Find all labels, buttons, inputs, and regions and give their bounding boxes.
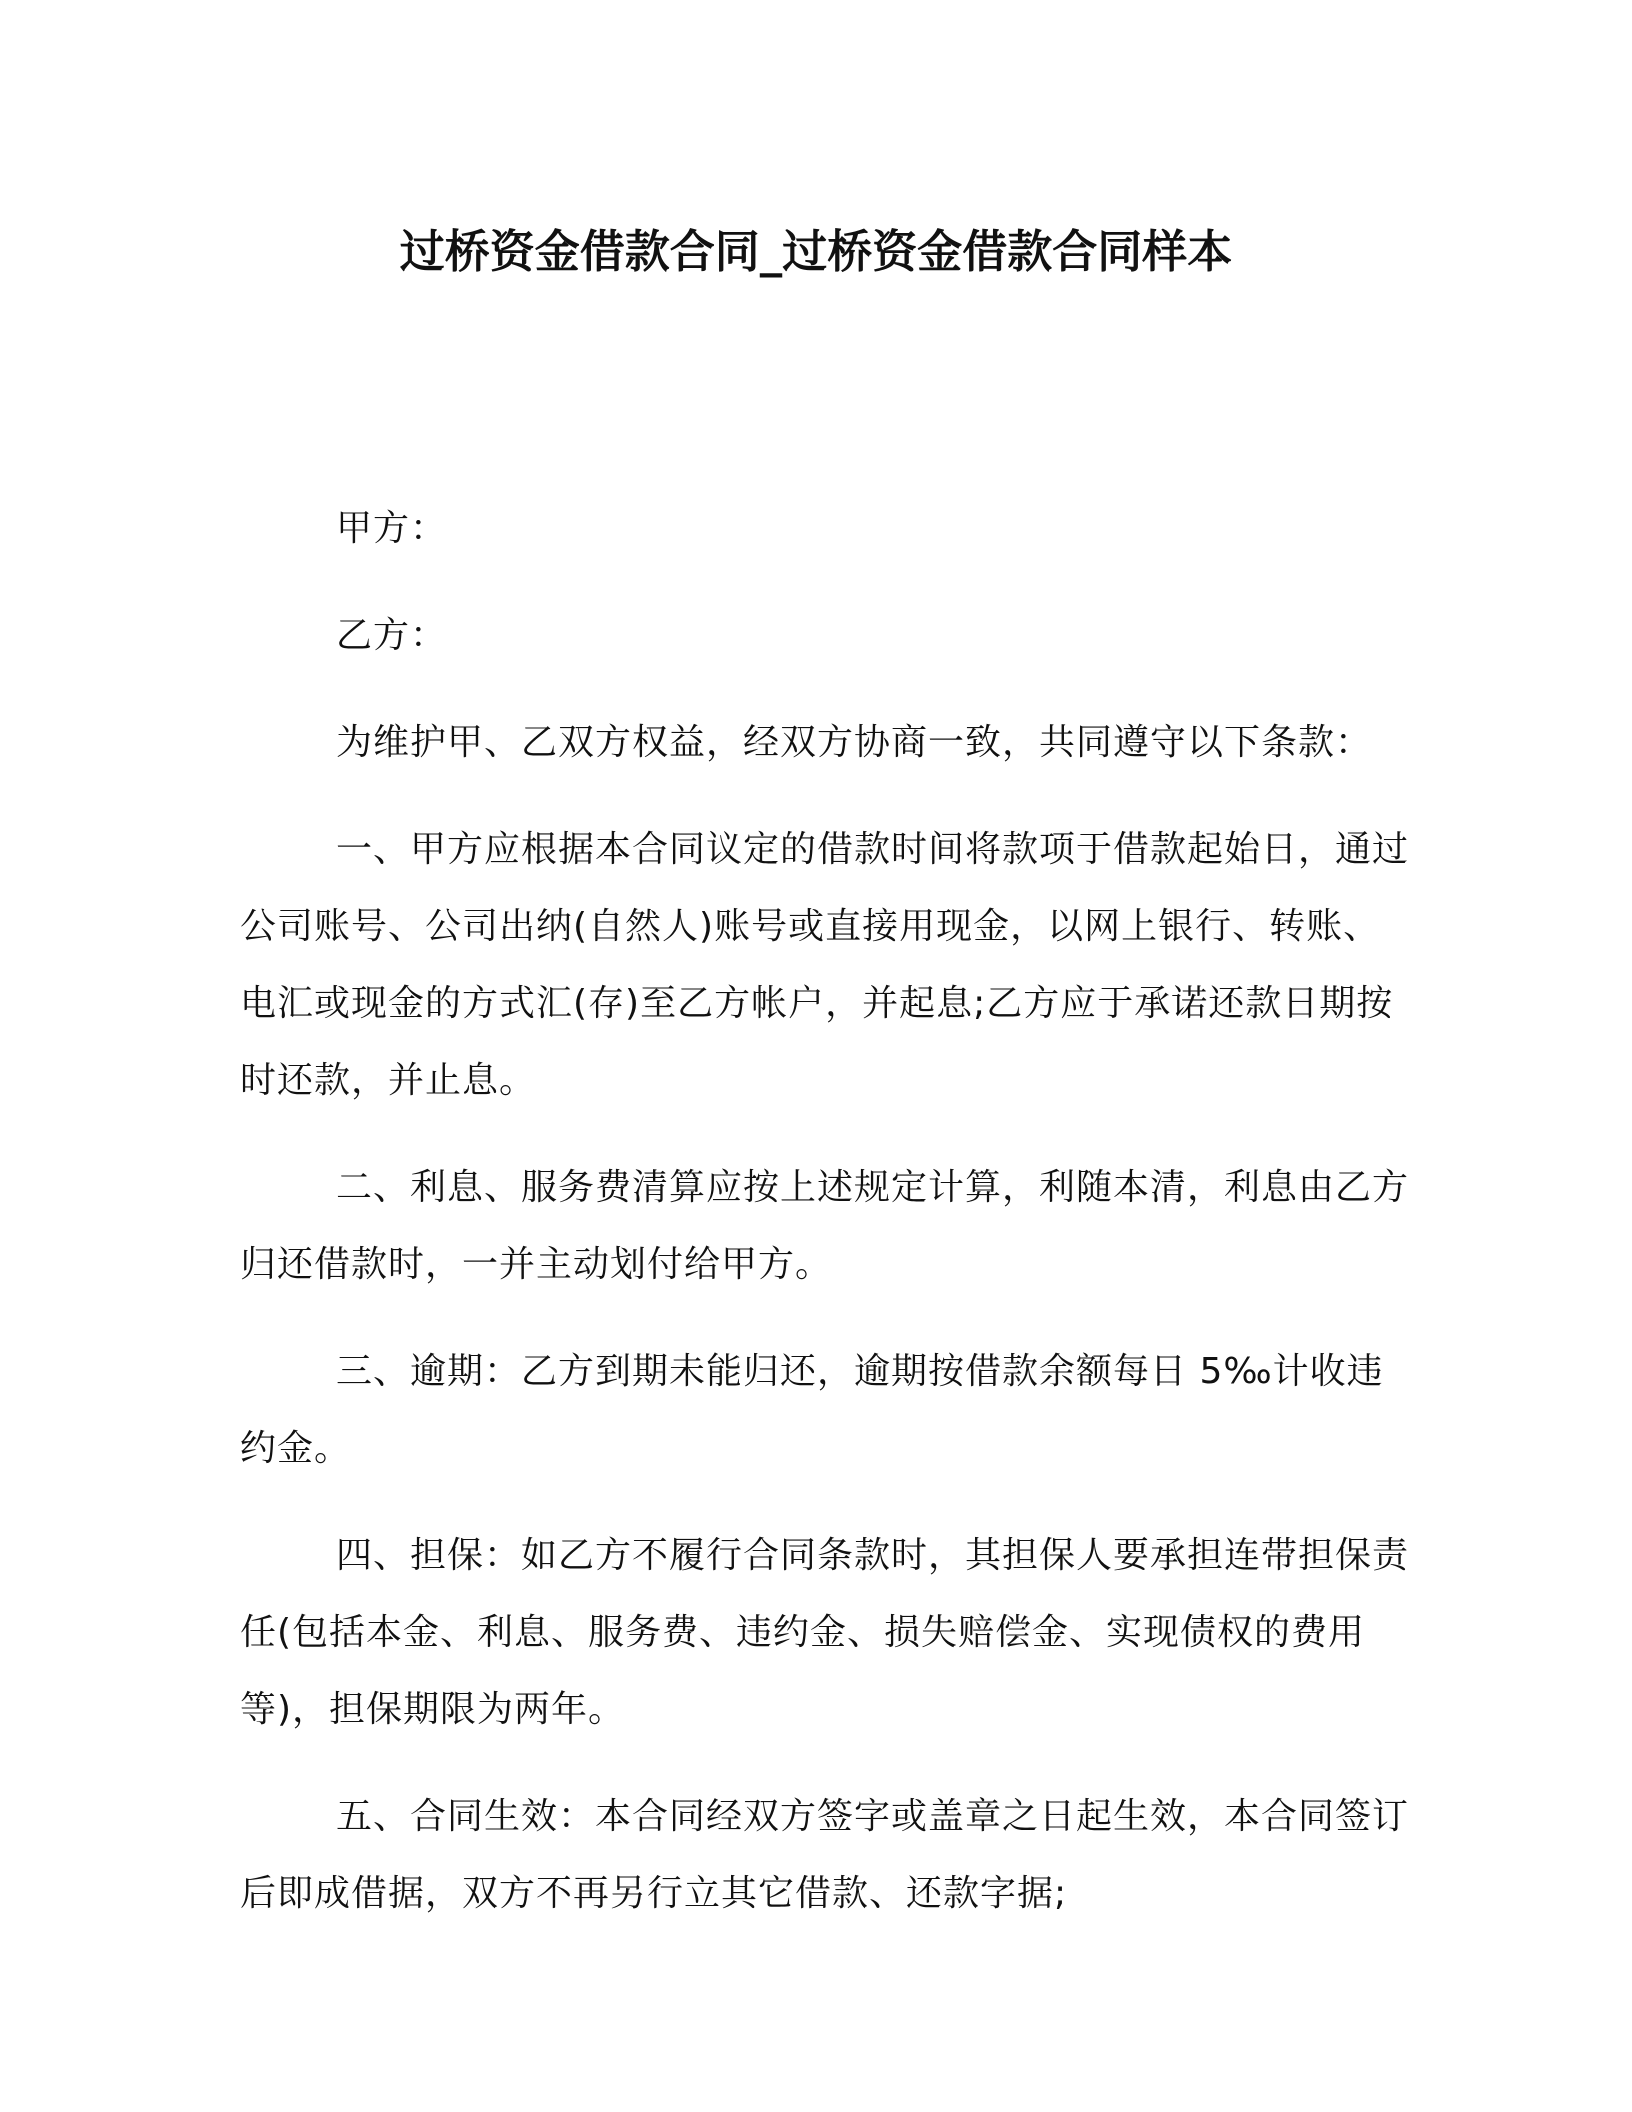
clause-5-paragraph: 五、合同生效：本合同经双方签字或盖章之日起生效，本合同签订后即成借据，双方不再另行立其它借款、还款字据;: [240, 1796, 1410, 1914]
clause-3-paragraph: 三、逾期：乙方到期未能归还，逾期按借款余额每日 5‰计收违约金。: [240, 1351, 1384, 1469]
clause-4-paragraph: 四、担保：如乙方不履行合同条款时，其担保人要承担连带担保责任(包括本金、利息、服务费、违约金、损失赔偿金、实现债权的费用等)，担保期限为两年。: [240, 1535, 1410, 1730]
party-b-line: 乙方：: [336, 615, 448, 656]
document-title: 过桥资金借款合同_过桥资金借款合同样本: [399, 225, 1233, 278]
party-a-line: 甲方：: [336, 508, 448, 549]
clause-1-paragraph: 一、甲方应根据本合同议定的借款时间将款项于借款起始日，通过公司账号、公司出纳(自然人)账号或直接用现金，以网上银行、转账、电汇或现金的方式汇(存)至乙方帐户，并起息;乙方应于承诺还款日期按时还款，并止息。: [240, 829, 1410, 1101]
clause-2-paragraph: 二、利息、服务费清算应按上述规定计算，利随本清，利息由乙方归还借款时，一并主动划付给甲方。: [240, 1167, 1410, 1285]
intro-paragraph: 为维护甲、乙双方权益，经双方协商一致，共同遵守以下条款：: [336, 722, 1373, 763]
document-body: [240, 490, 1412, 1962]
